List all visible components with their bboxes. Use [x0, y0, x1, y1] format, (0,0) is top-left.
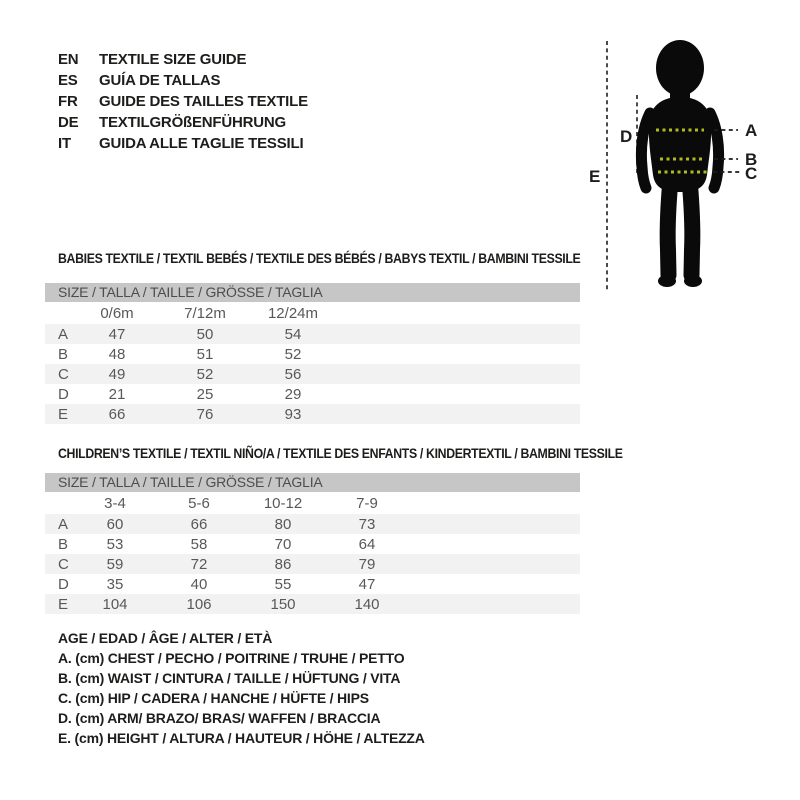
- language-code: FR: [58, 93, 78, 110]
- table-row: [45, 574, 580, 594]
- cell-value: 47: [108, 325, 126, 343]
- legend-height: E. (cm) HEIGHT / ALTURA / HAUTEUR / HÖHE / ALTEZZA: [58, 730, 425, 746]
- table-header-row: [45, 492, 580, 514]
- language-row-fr: [58, 91, 308, 112]
- babies-size-table: [45, 302, 580, 424]
- label-arm-d: D: [620, 127, 633, 146]
- legend-arm: D. (cm) ARM/ BRAZO/ BRAS/ WAFFEN / BRACCIA: [58, 710, 381, 726]
- legend-chest: A. (cm) CHEST / PECHO / POITRINE / TRUHE / PETTO: [58, 650, 405, 666]
- cell-value: 47: [358, 575, 376, 593]
- legend-waist: B. (cm) WAIST / CINTURA / TAILLE / HÜFTUNG / VITA: [58, 670, 401, 686]
- column-header: 7-9: [356, 494, 378, 512]
- table-row: [45, 404, 580, 424]
- cell-value: 59: [106, 555, 124, 573]
- cell-value: 29: [284, 385, 302, 403]
- children-section-title: CHILDREN’S TEXTILE / TEXTIL NIÑO/A / TEXTILE DES ENFANTS / KINDERTEXTIL / BAMBINI TESSILE: [58, 445, 623, 461]
- language-row-de: [58, 112, 308, 133]
- row-label: A: [58, 325, 69, 343]
- cell-value: 79: [358, 555, 376, 573]
- column-header: 7/12m: [184, 304, 226, 322]
- cell-value: 66: [108, 405, 126, 423]
- cell-value: 104: [102, 595, 128, 613]
- language-title: TEXTILGRÖßENFÜHRUNG: [99, 114, 287, 131]
- label-waist-b: B: [745, 150, 758, 169]
- cell-value: 93: [284, 405, 302, 423]
- language-code: EN: [58, 51, 79, 68]
- table-row: [45, 364, 580, 384]
- cell-value: 60: [106, 515, 124, 533]
- child-silhouette: [641, 40, 718, 287]
- language-title: GUIDA ALLE TAGLIE TESSILI: [99, 135, 304, 152]
- row-label: C: [58, 365, 69, 383]
- cell-value: 50: [196, 325, 214, 343]
- cell-value: 51: [196, 345, 214, 363]
- legend-hip: C. (cm) HIP / CADERA / HANCHE / HÜFTE / HIPS: [58, 690, 369, 706]
- cell-value: 140: [354, 595, 380, 613]
- label-chest-a: A: [745, 121, 758, 140]
- cell-value: 56: [284, 365, 302, 383]
- cell-value: 80: [274, 515, 292, 533]
- column-header: 10-12: [263, 494, 303, 512]
- legend-age: AGE / EDAD / ÂGE / ALTER / ETÀ: [58, 630, 273, 646]
- table-header-row: [45, 302, 580, 324]
- row-label: E: [58, 405, 69, 423]
- language-title: GUÍA DE TALLAS: [99, 72, 221, 89]
- row-label: B: [58, 535, 69, 553]
- cell-value: 54: [284, 325, 302, 343]
- cell-value: 35: [106, 575, 124, 593]
- language-code: DE: [58, 114, 79, 131]
- language-code: IT: [58, 135, 71, 152]
- row-label: B: [58, 345, 69, 363]
- table-row: [45, 344, 580, 364]
- cell-value: 21: [108, 385, 126, 403]
- cell-value: 76: [196, 405, 214, 423]
- table-row: [45, 594, 580, 614]
- table-row: [45, 554, 580, 574]
- language-code: ES: [58, 72, 78, 89]
- cell-value: 86: [274, 555, 292, 573]
- cell-value: 106: [186, 595, 212, 613]
- cell-value: 52: [196, 365, 214, 383]
- row-label: E: [58, 595, 69, 613]
- babies-section-title: BABIES TEXTILE / TEXTIL BEBÉS / TEXTILE DES BÉBÉS / BABYS TEXTIL / BAMBINI TESSILE: [58, 250, 581, 266]
- language-row-es: [58, 70, 308, 91]
- table-row: [45, 384, 580, 404]
- table-row: [45, 324, 580, 344]
- language-title: GUIDE DES TAILLES TEXTILE: [99, 93, 308, 110]
- column-header: 3-4: [104, 494, 126, 512]
- cell-value: 66: [190, 515, 208, 533]
- children-size-table: [45, 492, 580, 614]
- column-header: 5-6: [188, 494, 210, 512]
- row-label: D: [58, 385, 69, 403]
- language-title-list: [58, 49, 308, 154]
- measurement-legend: [58, 628, 425, 748]
- column-header: 0/6m: [100, 304, 134, 322]
- child-measurement-diagram: [580, 25, 770, 305]
- cell-value: 48: [108, 345, 126, 363]
- row-label: D: [58, 575, 69, 593]
- cell-value: 58: [190, 535, 208, 553]
- column-header: 12/24m: [267, 304, 319, 322]
- table-row: [45, 534, 580, 554]
- cell-value: 49: [108, 365, 126, 383]
- language-title: TEXTILE SIZE GUIDE: [99, 51, 247, 68]
- cell-value: 70: [274, 535, 292, 553]
- cell-value: 52: [284, 345, 302, 363]
- cell-value: 53: [106, 535, 124, 553]
- row-label: C: [58, 555, 69, 573]
- babies-size-header-bar: SIZE / TALLA / TAILLE / GRÖSSE / TAGLIA: [45, 283, 580, 302]
- cell-value: 40: [190, 575, 208, 593]
- cell-value: 25: [196, 385, 214, 403]
- cell-value: 73: [358, 515, 376, 533]
- row-label: A: [58, 515, 69, 533]
- cell-value: 55: [274, 575, 292, 593]
- table-row: [45, 514, 580, 534]
- language-row-en: [58, 49, 308, 70]
- label-height-e: E: [589, 167, 601, 186]
- children-size-header-bar: SIZE / TALLA / TAILLE / GRÖSSE / TAGLIA: [45, 473, 580, 492]
- cell-value: 150: [270, 595, 296, 613]
- cell-value: 64: [358, 535, 376, 553]
- cell-value: 72: [190, 555, 208, 573]
- label-hip-c: C: [745, 164, 758, 183]
- language-row-it: [58, 133, 308, 154]
